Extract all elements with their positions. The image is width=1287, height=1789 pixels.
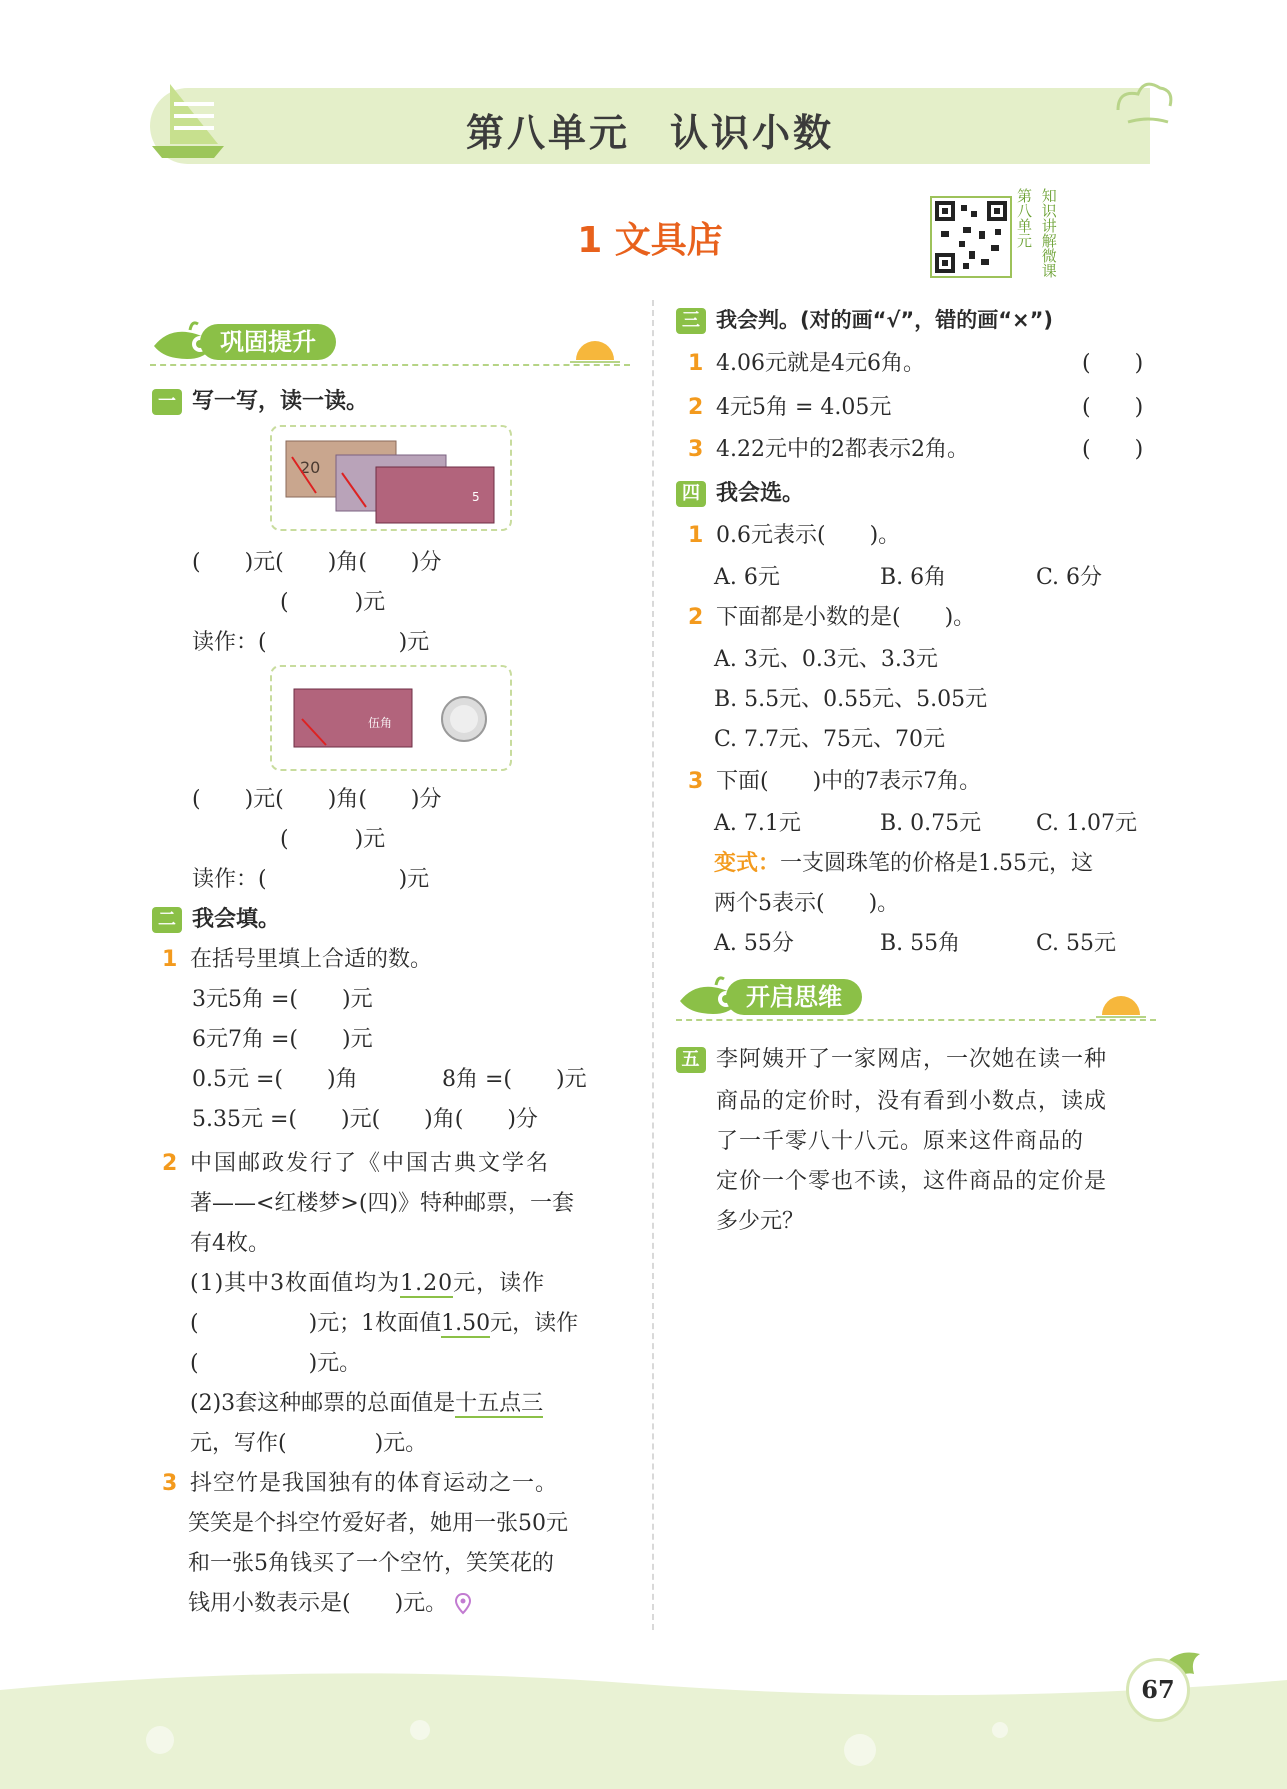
q2-sub3-line1 — [162, 1466, 558, 1497]
section-title: 开启思维 — [726, 979, 862, 1015]
money-image-1 — [270, 425, 512, 531]
q4-variant-line1 — [714, 846, 1093, 877]
q1-read2[interactable]: 读作：( )元 — [192, 867, 430, 892]
section-consolidate — [150, 320, 630, 366]
q4-title: 我会选。 — [716, 481, 805, 506]
q2-sub2-p2-line1 — [190, 1386, 543, 1417]
money-image-2 — [270, 665, 512, 771]
q2-sub2-p1-line3[interactable]: ( )元。 — [190, 1351, 362, 1376]
q4-s1-opt-b[interactable]: B. 6角 — [880, 565, 947, 590]
sun-icon — [570, 326, 620, 364]
q4-s3-num: 3 — [688, 769, 704, 794]
q4-s3[interactable] — [688, 764, 981, 795]
q2-p1-d: 元，读作 — [490, 1311, 579, 1336]
q4-s3-text: 下面( )中的7表示7角。 — [716, 769, 982, 794]
q2-p1-b: 元，读作 — [453, 1271, 546, 1296]
q3-item-2-text: 4元5角 = 4.05元 — [716, 395, 892, 420]
q5-line3: 了一千零八十八元。原来这件商品的 — [716, 1129, 1085, 1154]
q2-sub2-p1-line2[interactable] — [190, 1306, 578, 1337]
qr-label — [1012, 188, 1072, 278]
q2-heading — [152, 902, 280, 933]
q4-s2-num: 2 — [688, 605, 704, 630]
q2-sub3-line3: 和一张5角钱买了一个空竹，笑笑花的 — [188, 1551, 554, 1576]
q4-s2-opt-c[interactable]: C. 7.7元、75元、70元 — [714, 727, 946, 752]
q5-badge: 五 — [676, 1047, 706, 1073]
q2-sub2-num: 2 — [162, 1151, 180, 1176]
q2-p2-a: (2)3套这种邮票的总面值是 — [190, 1391, 456, 1416]
q2-sub3-text4: 钱用小数表示是( )元。 — [188, 1591, 448, 1616]
page-number: 67 — [1126, 1658, 1190, 1722]
q5-line4: 定价一个零也不读，这件商品的定价是 — [716, 1169, 1108, 1194]
q2-sub2-text1: 中国邮政发行了《中国古典文学名 — [190, 1151, 551, 1176]
q1-read[interactable]: 读作：( )元 — [192, 630, 430, 655]
q2-sub2-line2: 著——<红楼梦>(四)》特种邮票，一套 — [190, 1191, 575, 1216]
q3-item-1-text: 4.06元就是4元6角。 — [716, 351, 925, 376]
lesson-title: 1 文具店 — [577, 220, 723, 261]
q5-text1: 李阿姨开了一家网店，一次她在读一种 — [716, 1047, 1108, 1072]
qr-label-unit: 第八单元 — [1015, 188, 1033, 248]
q3-item-1 — [688, 346, 925, 377]
q3-item-3-blank[interactable]: ( ) — [1082, 437, 1144, 462]
q4-s2-opt-b[interactable]: B. 5.5元、0.55元、5.05元 — [714, 687, 988, 712]
q3-item-2-blank[interactable]: ( ) — [1082, 395, 1144, 420]
q2-fill2[interactable]: 6元7角 =( )元 — [192, 1027, 373, 1052]
q4-variant-opt-a[interactable]: A. 55分 — [714, 931, 794, 956]
q2-badge: 二 — [152, 907, 182, 933]
q1-badge: 一 — [152, 389, 182, 415]
q5-line2: 商品的定价时，没有看到小数点，读成 — [716, 1089, 1108, 1114]
variant-label: 变式： — [714, 851, 781, 876]
q4-s1-text: 0.6元表示( )。 — [716, 523, 901, 548]
q2-sub1-text: 在括号里填上合适的数。 — [190, 947, 433, 972]
q4-s2-opt-a[interactable]: A. 3元、0.3元、3.3元 — [714, 647, 938, 672]
q4-variant-opt-b[interactable]: B. 55角 — [880, 931, 961, 956]
q4-variant-opt-c[interactable]: C. 55元 — [1036, 931, 1117, 956]
q2-fill5[interactable]: 5.35元 =( )元( )角( )分 — [192, 1107, 538, 1132]
q4-s3-opt-b[interactable]: B. 0.75元 — [880, 811, 982, 836]
q2-sub3-num: 3 — [162, 1471, 179, 1496]
q4-s1-opt-a[interactable]: A. 6元 — [714, 565, 780, 590]
qr-code[interactable] — [930, 196, 1012, 278]
q3-title: 我会判。(对的画“√”，错的画“×”) — [716, 308, 1054, 332]
q2-p1-val: 1.20 — [400, 1271, 454, 1296]
q2-sub1-num: 1 — [162, 947, 178, 972]
q5-line1 — [676, 1042, 1107, 1073]
q2-sub2-p2-line2[interactable]: 元，写作( )元。 — [190, 1431, 428, 1456]
q2-fill3[interactable]: 0.5元 =( )角 — [192, 1067, 358, 1092]
q2-p1-a: (1)其中3枚面值均为 — [190, 1271, 401, 1296]
q3-item-3 — [688, 432, 969, 463]
column-divider — [652, 300, 654, 1630]
q2-p1-val2: 1.50 — [441, 1311, 491, 1336]
q1-row-a2[interactable]: ( )元( )角( )分 — [192, 787, 442, 812]
q3-item-3-num: 3 — [688, 437, 704, 462]
q2-fill1[interactable]: 3元5角 =( )元 — [192, 987, 373, 1012]
q4-variant-line2[interactable]: 两个5表示( )。 — [714, 891, 900, 916]
q1-title: 写一写，读一读。 — [192, 389, 369, 414]
footer-wave — [0, 1660, 1287, 1789]
unit-label: 第八单元 — [465, 111, 630, 155]
q1-row-b[interactable]: ( )元 — [280, 590, 386, 615]
banner-title — [150, 102, 1150, 157]
section-title: 巩固提升 — [200, 324, 336, 360]
sun-icon — [1096, 981, 1146, 1019]
qr-label-course: 知识讲解微课 — [1039, 188, 1058, 278]
q2-title: 我会填。 — [192, 907, 281, 932]
q2-sub1 — [162, 942, 432, 973]
q3-heading — [676, 304, 1053, 334]
q3-item-1-num: 1 — [688, 351, 704, 376]
section-thinking — [676, 975, 1156, 1021]
q3-item-3-text: 4.22元中的2都表示2角。 — [716, 437, 969, 462]
q5-line5: 多少元？ — [716, 1209, 805, 1234]
q2-sub2-line3: 有4枚。 — [190, 1231, 270, 1256]
note-5jiao-label: 伍角 — [368, 716, 393, 730]
q3-item-2-num: 2 — [688, 395, 704, 420]
variant-text1: 一支圆珠笔的价格是1.55元，这 — [780, 851, 1094, 876]
q4-s1[interactable] — [688, 518, 900, 549]
banknote-coin-illustration — [272, 667, 510, 769]
q4-s3-opt-c[interactable]: C. 1.07元 — [1036, 811, 1138, 836]
q2-sub2-p1-line1 — [190, 1266, 545, 1297]
q1-heading — [152, 384, 368, 415]
q3-item-1-blank[interactable]: ( ) — [1082, 351, 1144, 376]
q2-fill4[interactable]: 8角 =( )元 — [442, 1067, 587, 1092]
q4-heading — [676, 476, 804, 507]
note-5-label: 5 — [472, 490, 480, 504]
q3-badge: 三 — [676, 308, 706, 334]
q2-sub3-line2: 笑笑是个抖空竹爱好者，她用一张50元 — [188, 1511, 568, 1536]
note-20-label: 20 — [300, 458, 321, 477]
q1-row-a[interactable]: ( )元( )角( )分 — [192, 550, 442, 575]
q4-s1-opt-c[interactable]: C. 6分 — [1036, 565, 1103, 590]
topic-label: 认识小数 — [670, 111, 835, 155]
q4-badge: 四 — [676, 481, 706, 507]
q2-p2-val: 十五点三 — [455, 1391, 544, 1416]
q2-sub2-line1 — [162, 1146, 550, 1177]
banknotes-illustration — [272, 427, 510, 529]
location-pin-icon — [454, 1593, 472, 1615]
q4-s1-num: 1 — [688, 523, 704, 548]
q3-item-2 — [688, 390, 891, 421]
q2-p1-c: ( )元；1枚面值 — [190, 1311, 442, 1336]
q4-s2-text: 下面都是小数的是( )。 — [716, 605, 976, 630]
q1-row-b2[interactable]: ( )元 — [280, 827, 386, 852]
q2-sub3-text1: 抖空竹是我国独有的体育运动之一。 — [190, 1471, 559, 1496]
q4-s2[interactable] — [688, 600, 975, 631]
q4-s3-opt-a[interactable]: A. 7.1元 — [714, 811, 801, 836]
q2-sub3-line4[interactable] — [188, 1586, 472, 1617]
